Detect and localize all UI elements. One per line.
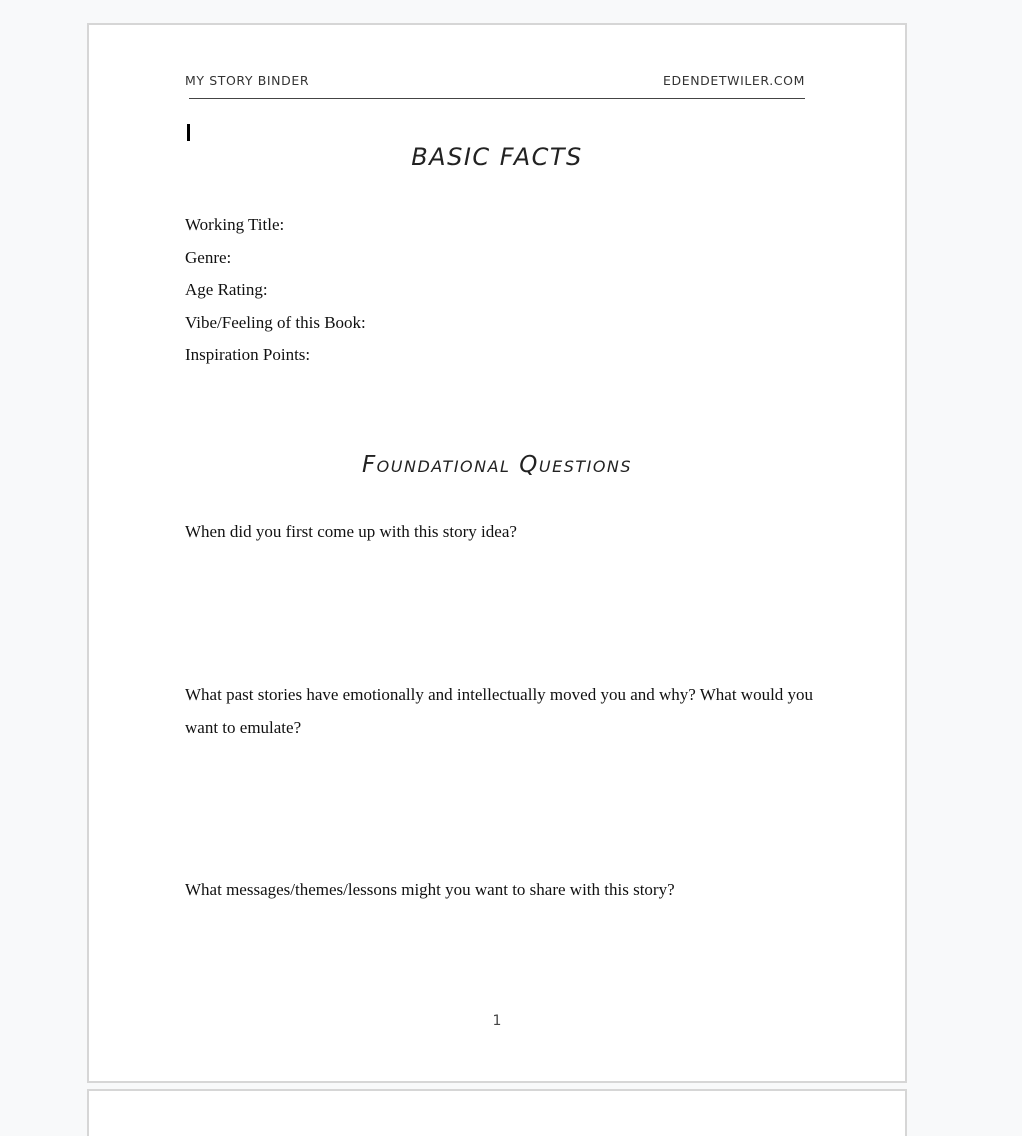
field-genre: Genre:	[185, 247, 232, 267]
field-inspiration-points: Inspiration Points:	[185, 345, 311, 364]
foundational-questions-heading: Foundational Questions	[361, 452, 633, 478]
basic-facts-fields	[185, 209, 366, 372]
basic-facts-heading: BASIC FACTS	[411, 143, 583, 171]
document-page[interactable]	[87, 23, 907, 1083]
header-left-text: MY STORY BINDER	[185, 73, 310, 88]
text-cursor	[187, 124, 190, 141]
question-3: What messages/themes/lessons might you want to share with this story?	[185, 880, 675, 899]
header-divider	[189, 98, 805, 99]
question-1: When did you first come up with this story idea?	[185, 522, 517, 541]
header-right-text: EDENDETWILER.COM	[662, 73, 805, 88]
next-page[interactable]	[87, 1089, 907, 1136]
question-2: What past stories have emotionally and intellectually moved you and why? What would you want to emulate?	[185, 685, 814, 737]
field-working-title: Working Title:	[185, 215, 285, 234]
field-vibe: Vibe/Feeling of this Book:	[185, 312, 366, 332]
field-age-rating: Age Rating:	[185, 280, 268, 299]
page-number: 1	[492, 1013, 502, 1029]
